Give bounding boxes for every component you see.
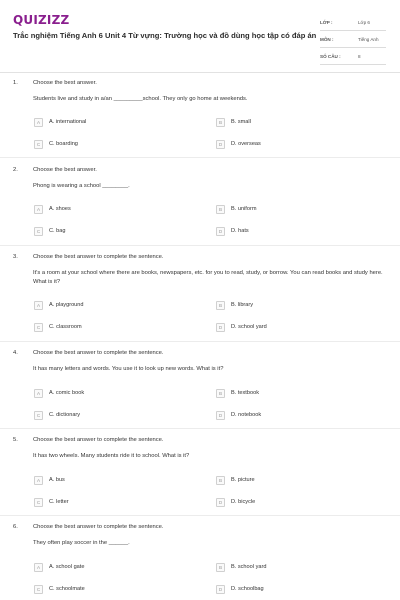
- meta-key: SỐ CÂU :: [320, 53, 341, 59]
- option-label: A. international: [49, 119, 87, 125]
- option-letter-box: A: [34, 205, 43, 214]
- option-letter-box: A: [34, 118, 43, 127]
- option-label: C. letter: [49, 499, 69, 505]
- meta-row-count: [320, 48, 386, 65]
- option-label: C. schoolmate: [49, 586, 85, 592]
- option-b[interactable]: [216, 388, 259, 398]
- option-letter-box: D: [216, 411, 225, 420]
- quizizz-logo: QUIZIZZ: [13, 13, 70, 27]
- question-number: 4.: [13, 350, 18, 356]
- question-text: Phong is wearing a school ________.: [33, 183, 130, 189]
- option-label: D. bicycle: [231, 499, 256, 505]
- option-label: B. school yard: [231, 564, 267, 570]
- question-prompt: Choose the best answer.: [33, 167, 97, 173]
- meta-key: LỚP :: [320, 19, 333, 25]
- question-prompt: Choose the best answer to complete the sentence.: [33, 254, 164, 260]
- option-letter-box: A: [34, 389, 43, 398]
- option-letter-box: B: [216, 389, 225, 398]
- question-text: Students live and study in a/an _________school. They only go home at weekends.: [33, 96, 248, 102]
- option-letter-box: B: [216, 563, 225, 572]
- option-letter-box: C: [34, 585, 43, 594]
- option-label: C. bag: [49, 228, 66, 234]
- option-letter-box: A: [34, 301, 43, 310]
- header-divider: [0, 72, 400, 73]
- option-letter-box: C: [34, 498, 43, 507]
- question-number: 1.: [13, 80, 18, 86]
- option-letter-box: C: [34, 227, 43, 236]
- option-label: D. school yard: [231, 324, 267, 330]
- question-divider: [0, 341, 400, 342]
- option-d[interactable]: [216, 584, 264, 594]
- option-label: A. shoes: [49, 206, 71, 212]
- meta-key: MÔN :: [320, 36, 334, 42]
- option-a[interactable]: [34, 117, 86, 127]
- option-d[interactable]: [216, 497, 255, 507]
- question-prompt: Choose the best answer to complete the sentence.: [33, 350, 164, 356]
- option-letter-box: D: [216, 323, 225, 332]
- option-c[interactable]: [34, 139, 78, 149]
- option-label: D. schoolbag: [231, 586, 264, 592]
- option-letter-box: B: [216, 118, 225, 127]
- question-text: They often play soccer in the ______.: [33, 540, 130, 546]
- option-d[interactable]: [216, 226, 249, 236]
- option-label: C. dictionary: [49, 412, 81, 418]
- option-label: B. small: [231, 119, 251, 125]
- option-b[interactable]: [216, 300, 253, 310]
- question-text: It's a room at your school where there are books, newspapers, etc. for you to read, study, or borrow. You can read books and study here. What is it?: [33, 270, 383, 285]
- option-label: A. comic book: [49, 390, 85, 396]
- option-label: A. school gate: [49, 564, 85, 570]
- question-text: It has two wheels. Many students ride it to school. What is it?: [33, 453, 190, 459]
- option-a[interactable]: [34, 562, 84, 572]
- worksheet-title: Trắc nghiệm Tiếng Anh 6 Unit 4 Từ vựng: Trường học và đồ dùng học tập có đáp án: [13, 31, 317, 40]
- option-b[interactable]: [216, 562, 266, 572]
- option-c[interactable]: [34, 322, 82, 332]
- option-label: C. boarding: [49, 141, 78, 147]
- option-a[interactable]: [34, 475, 65, 485]
- option-label: B. library: [231, 302, 254, 308]
- option-label: D. hats: [231, 228, 249, 234]
- meta-value: 8: [358, 53, 361, 59]
- option-label: D. overseas: [231, 141, 261, 147]
- option-b[interactable]: [216, 204, 257, 214]
- option-a[interactable]: [34, 204, 71, 214]
- option-label: A. bus: [49, 477, 65, 483]
- question-number: 3.: [13, 254, 18, 260]
- meta-value: Tiếng Anh: [358, 36, 379, 42]
- question-divider: [0, 428, 400, 429]
- option-d[interactable]: [216, 410, 261, 420]
- option-c[interactable]: [34, 497, 69, 507]
- question-prompt: Choose the best answer.: [33, 80, 97, 86]
- option-letter-box: C: [34, 323, 43, 332]
- option-letter-box: D: [216, 498, 225, 507]
- option-label: B. uniform: [231, 206, 257, 212]
- option-letter-box: D: [216, 585, 225, 594]
- option-letter-box: A: [34, 563, 43, 572]
- option-d[interactable]: [216, 139, 261, 149]
- option-letter-box: A: [34, 476, 43, 485]
- option-letter-box: D: [216, 227, 225, 236]
- question-divider: [0, 157, 400, 158]
- meta-value: Lớp 6: [358, 19, 370, 25]
- option-letter-box: B: [216, 205, 225, 214]
- question-number: 5.: [13, 437, 18, 443]
- option-letter-box: B: [216, 476, 225, 485]
- option-label: C. classroom: [49, 324, 82, 330]
- question-text: It has many letters and words. You use it to look up new words. What is it?: [33, 366, 224, 372]
- question-prompt: Choose the best answer to complete the sentence.: [33, 437, 164, 443]
- option-a[interactable]: [34, 300, 84, 310]
- option-letter-box: D: [216, 140, 225, 149]
- option-c[interactable]: [34, 410, 80, 420]
- question-prompt: Choose the best answer to complete the sentence.: [33, 524, 164, 530]
- option-b[interactable]: [216, 475, 255, 485]
- option-c[interactable]: [34, 584, 85, 594]
- question-number: 6.: [13, 524, 18, 530]
- question-divider: [0, 515, 400, 516]
- option-label: B. picture: [231, 477, 255, 483]
- meta-row-class: [320, 14, 386, 31]
- option-letter-box: B: [216, 301, 225, 310]
- question-number: 2.: [13, 167, 18, 173]
- option-letter-box: C: [34, 411, 43, 420]
- option-b[interactable]: [216, 117, 251, 127]
- option-label: B. textbook: [231, 390, 259, 396]
- option-c[interactable]: [34, 226, 65, 236]
- question-divider: [0, 245, 400, 246]
- option-label: D. notebook: [231, 412, 262, 418]
- option-a[interactable]: [34, 388, 84, 398]
- option-letter-box: C: [34, 140, 43, 149]
- worksheet-meta: [320, 14, 386, 65]
- meta-row-subject: [320, 31, 386, 48]
- option-d[interactable]: [216, 322, 267, 332]
- option-label: A. playground: [49, 302, 84, 308]
